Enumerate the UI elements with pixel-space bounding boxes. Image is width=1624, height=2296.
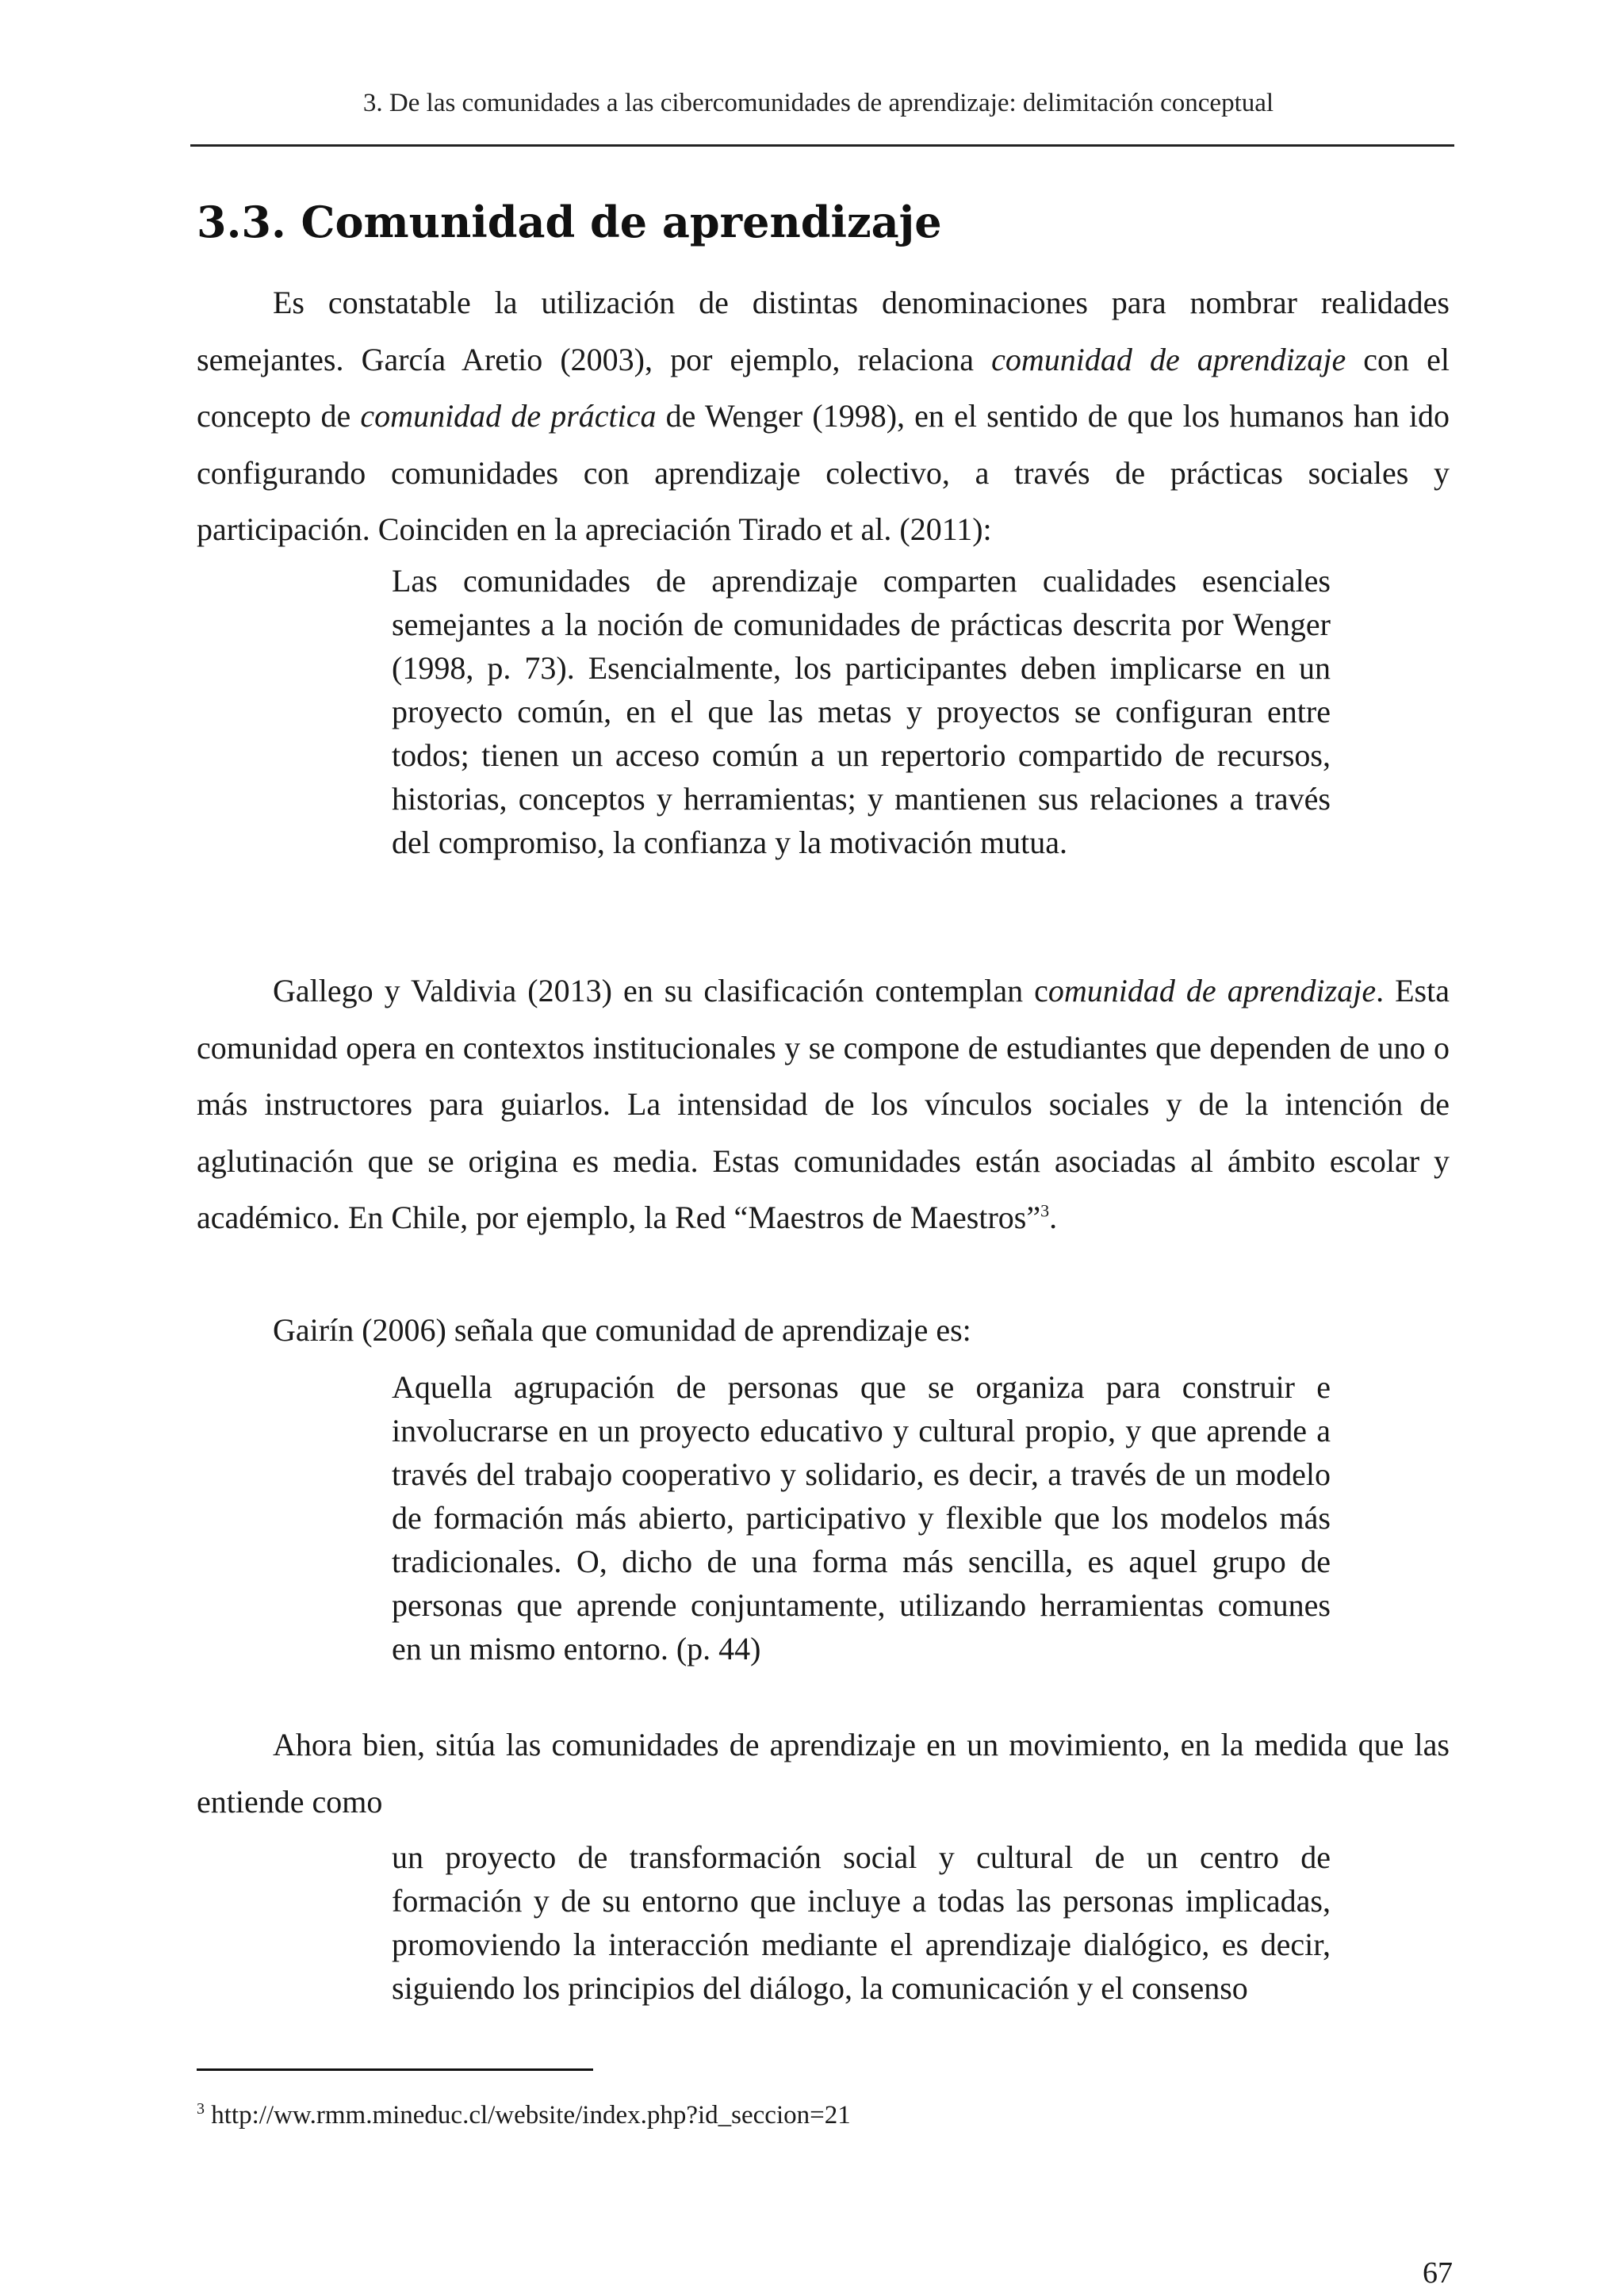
page-number: 67 [1423, 2256, 1453, 2290]
footnote-reference: 3 [1040, 1200, 1050, 1221]
block-quote-2: Aquella agrupación de personas que se organiza para construir e involucrarse en un proyecto educativo y cultural propio, y que aprende a través del trabajo cooperativo y solidario, es decir, a través de un modelo de formación más abierto, participativo y flexible que los modelos más tradicionales. O, dicho de una forma más sencilla, es aquel grupo de personas que aprende conjuntamente, utilizando herramientas comunes en un mismo entorno. (p. 44) [392, 1369, 1331, 1667]
block-quote-1: Las comunidades de aprendizaje comparten cualidades esenciales semejantes a la noción de comunidades de prácticas descrita por Wenger (1998, p. 73). Esencialmente, los participantes deben implicarse en un proyecto común, en el que las metas y proyectos se configuran entre todos; tienen un acceso común a un repertorio compartido de recursos, historias, conceptos y herramientas; y mantienen sus relaciones a través del compromiso, la confianza y la motivación mutua. [392, 563, 1331, 860]
paragraph-3: Gairín (2006) señala que comunidad de aprendizaje es: [273, 1312, 971, 1348]
running-header: 3. De las comunidades a las cibercomunidades de aprendizaje: delimitación conceptual [362, 89, 1274, 117]
block-quote-3: un proyecto de transformación social y cultural de un centro de formación y de su entorno que incluye a todas las personas implicadas, promoviendo la interacción mediante el aprendizaje dialógico, es decir, siguiendo los principios del diálogo, la comunicación y el consenso [392, 1839, 1331, 2006]
footnote-rule [197, 2068, 593, 2071]
paragraph-2: Gallego y Valdivia (2013) en su clasificación contemplan comunidad de aprendizaje. Esta comunidad opera en contextos institucionales y se compone de estudiantes que dependen de uno o más instructores para guiarlos. La intensidad de los vínculos sociales y de la intención de aglutinación que se origina es media. Estas comunidades están asociadas al ámbito escolar y académico. En Chile, por ejemplo, la Red “Maestros de Maestros”$^3$. [197, 973, 1450, 1235]
footnote-url: http://ww.rmm.mineduc.cl/website/index.php?id_seccion=21 [205, 2101, 851, 2130]
header-rule [190, 144, 1454, 147]
paragraph-4: Ahora bien, sitúa las comunidades de aprendizaje en un movimiento, en la medida que las entiende como [197, 1727, 1450, 1820]
paragraph-1: Es constatable la utilización de distintas denominaciones para nombrar realidades semejantes. García Aretio (2003), por ejemplo, relaciona comunidad de aprendizaje con el concepto de comunidad de práctica de Wenger (1998), en el sentido de que los humanos han ido configurando comunidades con aprendizaje colectivo, a través de prácticas sociales y participación. Coinciden en la apreciación Tirado et al. (2011): [197, 285, 1450, 547]
footnote [197, 2101, 851, 2130]
section-title: 3.3. Comunidad de aprendizaje [197, 197, 942, 247]
footnote-marker: 3 [197, 2100, 205, 2118]
